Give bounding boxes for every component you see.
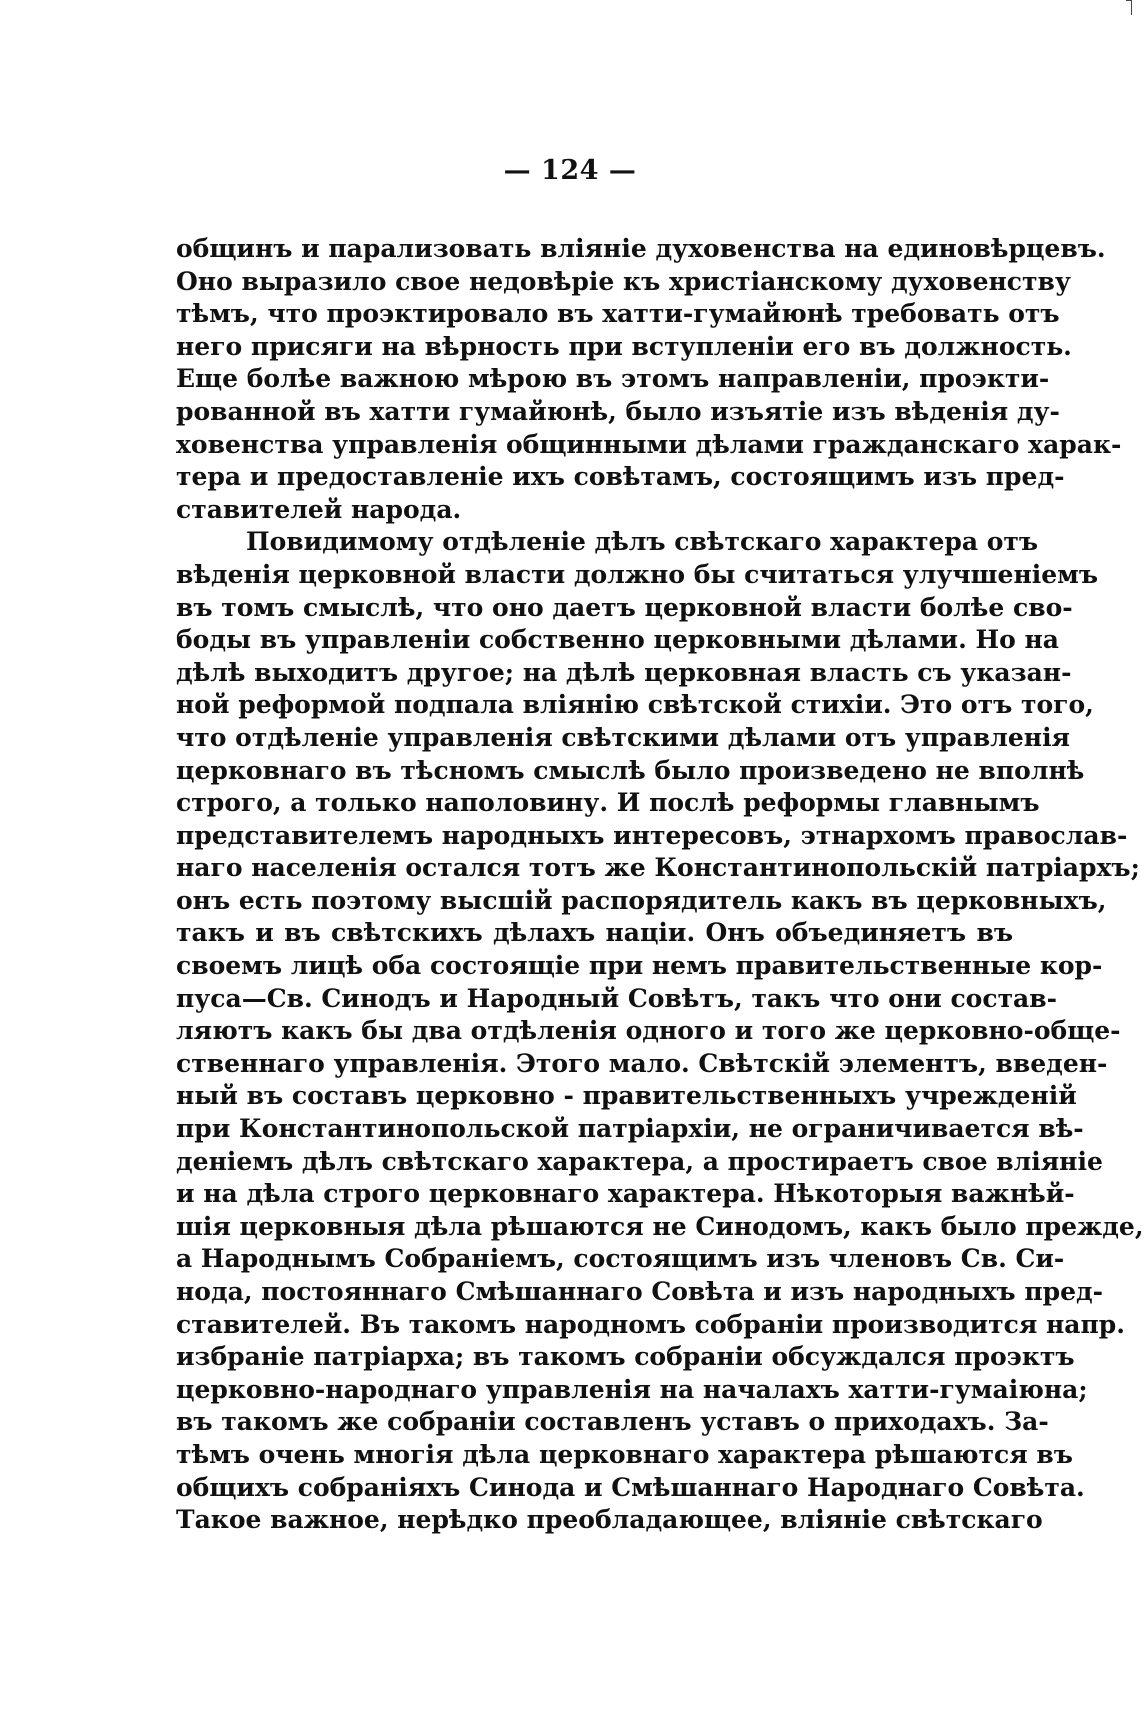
text-line: Еще болѣе важною мѣрою въ этомъ направленіи, проэкти- [176,364,1050,394]
text-line: церковнаго въ тѣсномъ смыслѣ было произведено не вполнѣ [176,755,1085,785]
paragraph-start-line: Повидимому отдѣленіе дѣлъ свѣтскаго характера отъ [246,527,1039,557]
text-line: рованной въ хатти гумайюнѣ, было изъятіе изъ вѣденія ду- [176,396,1060,426]
text-line: ственнаго управленія. Этого мало. Свѣтскій элементъ, введен- [176,1048,1108,1078]
text-line: представителемъ народныхъ интересовъ, этнархомъ православ- [176,820,1128,850]
text-line: и на дѣла строго церковнаго характера. Нѣкоторыя важнѣй- [176,1179,1075,1209]
text-line: нода, постояннаго Смѣшаннаго Совѣта и изъ народныхъ пред- [176,1277,1104,1306]
text-line: строго, а только наполовину. И послѣ реформы главнымъ [176,788,1040,818]
text-line: шія церковныя дѣла рѣшаются не Синодомъ, какъ было прежде, [176,1211,1144,1241]
text-line: тѣмъ очень многія дѣла церковнаго характера рѣшаются въ [176,1439,1073,1469]
page-number: — 124 — [503,155,637,186]
paragraph-end-line: ставителей народа. [176,494,462,524]
text-line: тера и предоставленіе ихъ совѣтамъ, состоящимъ изъ пред- [176,462,1065,492]
page-corner-mark [1126,0,1132,15]
text-line: пуса—Св. Синодъ и Народный Совѣтъ, такъ что они состав- [176,983,1058,1013]
text-line: а Народнымъ Собраніемъ, состоящимъ изъ членовъ Св. Си- [176,1244,1065,1274]
text-line: избраніе патріарха; въ такомъ собраніи обсуждался проэктъ [176,1342,1075,1372]
text-line: деніемъ дѣлъ свѣтскаго характера, а простираетъ свое вліяніе [176,1146,1103,1176]
text-line: ставителей. Въ такомъ народномъ собраніи производится напр. [176,1309,1125,1339]
text-line: онъ есть поэтому высшій распорядитель какъ въ церковныхъ, [176,885,1107,915]
text-line: церковно-народнаго управленія на началахъ хатти-гумаіюна; [176,1374,1088,1404]
text-line: него присяги на вѣрность при вступленіи его въ должность. [176,331,1072,361]
body-text [176,233,1144,1537]
text-line: Такое важное, нерѣдко преобладающее, вліяніе свѣтскаго [176,1505,1043,1535]
text-line: ляютъ какъ бы два отдѣленія одного и того же церковно-обще- [176,1016,1121,1046]
text-line: Оно выразило свое недовѣріе къ христіанскому духовенству [176,266,1071,296]
text-line: наго населенія остался тотъ же Константинопольскій патріархъ; [176,853,1140,883]
text-line: ный въ составъ церковно - правительственныхъ учрежденій [176,1081,1077,1111]
text-line: такъ и въ свѣтскихъ дѣлахъ націи. Онъ объединяетъ въ [176,918,1013,948]
text-line: своемъ лицѣ оба состоящіе при немъ правительственные кор- [176,951,1103,981]
text-line: тѣмъ, что проэктировало въ хатти-гумайюнѣ требовать отъ [176,299,1060,329]
text-line: въ томъ смыслѣ, что оно даетъ церковной власти болѣе сво- [176,592,1073,622]
text-line: общинъ и парализовать вліяніе духовенства на единовѣрцевъ. [176,234,1106,263]
text-line: въ такомъ же собраніи составленъ уставъ о приходахъ. За- [176,1407,1049,1437]
text-line: что отдѣленіе управленія свѣтскими дѣлами отъ управленія [176,722,1071,752]
text-line: ховенства управленія общинными дѣлами гражданскаго харак- [176,429,1122,459]
text-line: ной реформой подпала вліянію свѣтской стихіи. Это отъ того, [176,690,1094,720]
text-line: вѣденія церковной власти должно бы считаться улучшеніемъ [176,559,1099,589]
text-line: при Константинопольской патріархіи, не ограничивается вѣ- [176,1114,1084,1144]
text-line: боды въ управленіи собственно церковными дѣлами. Но на [176,625,1059,655]
text-line: общихъ собраніяхъ Синода и Смѣшаннаго Народнаго Совѣта. [176,1472,1085,1502]
text-line: дѣлѣ выходитъ другое; на дѣлѣ церковная власть съ указан- [176,657,1072,687]
